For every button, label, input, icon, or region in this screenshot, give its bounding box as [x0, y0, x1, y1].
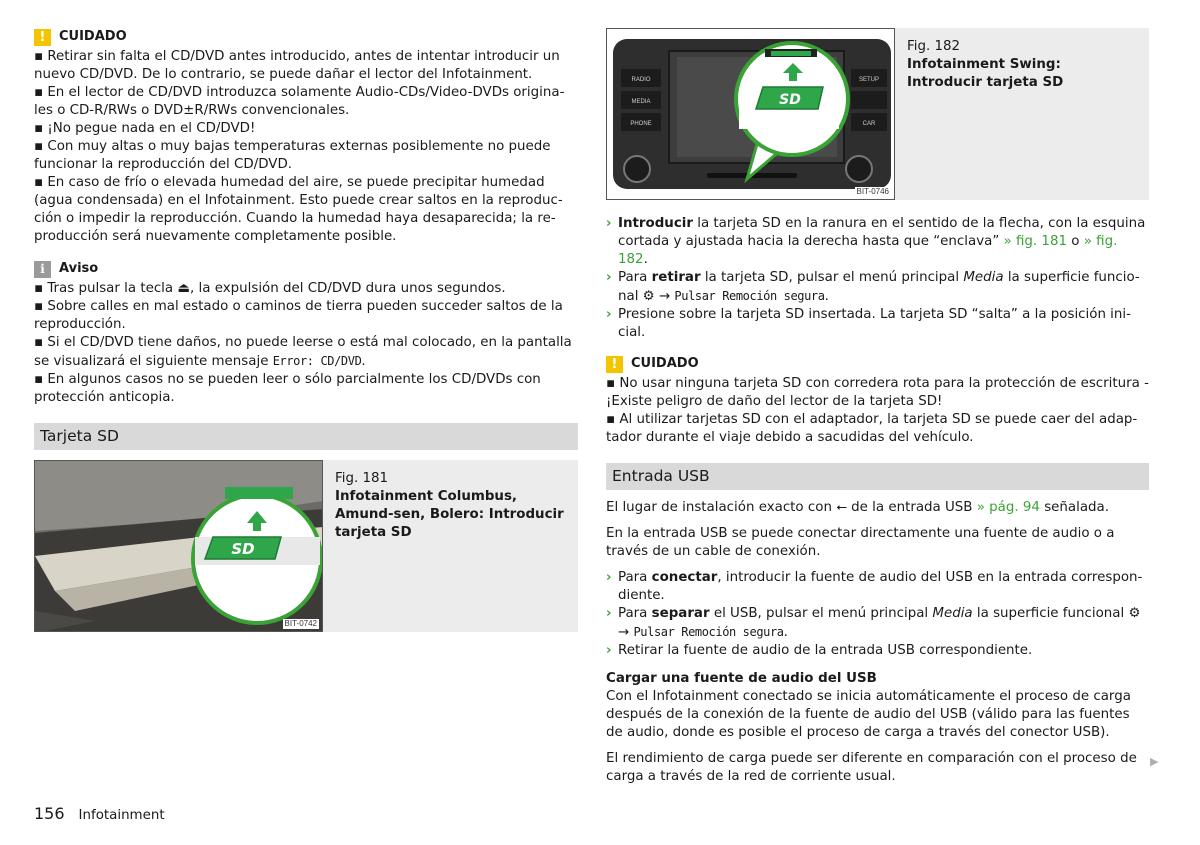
- page-footer: [34, 805, 165, 825]
- caution-heading: [34, 28, 578, 46]
- page-link[interactable]: » pág. 94: [976, 500, 1040, 515]
- list-item: ▪ Sobre calles en mal estado o caminos de tierra pueden succeder saltos de la reproducción.: [34, 299, 563, 332]
- svg-text:PHONE: PHONE: [630, 121, 652, 127]
- figure-181-caption: [323, 460, 578, 632]
- step-arrow-icon: ›: [606, 307, 612, 322]
- step-item: › Para retirar la tarjeta SD, pulsar el menú principal Media la superficie funcio-nal ⚙ → Pulsar Remoción segura.: [606, 270, 1140, 304]
- list-item: ▪ No usar ninguna tarjeta SD con corredera rota para la protección de escritura - ¡Existe peligro de daño del lector de la tarjeta SD!: [606, 376, 1149, 409]
- error-message-code: Error: CD/DVD: [272, 354, 362, 368]
- list-item: ▪ En caso de frío o elevada humedad del aire, se puede precipitar humedad (agua condensada) en el Infotainment. Esto puede crear saltos en la reproduc-ción o impedir la reproducción. Cuando la humedad haya desaparecida; la re-producción será nuevamente completamente posible.: [34, 175, 563, 244]
- step-item: › Para conectar, introducir la fuente de audio del USB en la entrada correspon-diente.: [606, 570, 1143, 603]
- caution-title: CUIDADO: [59, 29, 127, 44]
- eject-icon: ⏏: [177, 281, 191, 296]
- notice-list: [34, 280, 578, 407]
- svg-text:MEDIA: MEDIA: [631, 99, 651, 105]
- figure-link[interactable]: » fig. 182: [618, 234, 1118, 267]
- usb-section: [606, 499, 1149, 786]
- figure-182: [606, 28, 1149, 200]
- caution-list: [606, 375, 1149, 447]
- settings-icon: ⚙: [1128, 606, 1141, 621]
- subsection-title: Cargar una fuente de audio del USB: [606, 671, 877, 686]
- figure-number: Fig. 182: [907, 39, 961, 54]
- caution-heading: [606, 355, 1149, 373]
- menu-path-code: Pulsar Remoción segura: [633, 625, 784, 639]
- step-item: › Presione sobre la tarjeta SD insertada. La tarjeta SD “salta” a la posición ini-cial.: [606, 307, 1131, 340]
- charging-note: El rendimiento de carga puede ser diferente en comparación con el proceso de carga a través de la red de corriente usual.: [606, 751, 1137, 784]
- tune-knob: [846, 156, 872, 182]
- settings-icon: ⚙: [642, 289, 655, 304]
- menu-path-code: Pulsar Remoción segura: [674, 289, 825, 303]
- warning-icon: !: [34, 29, 51, 46]
- figure-code: BIT-0746: [856, 187, 889, 196]
- figure-number: Fig. 181: [335, 471, 389, 486]
- step-item: › Retirar la fuente de audio de la entrada USB correspondiente.: [606, 643, 1033, 658]
- usb-connect-text: En la entrada USB se puede conectar directamente una fuente de audio o a través de un cable de conexión.: [606, 526, 1115, 559]
- list-item: ▪ Tras pulsar la tecla ⏏, la expulsión del CD/DVD dura unos segundos.: [34, 281, 506, 296]
- usb-location-text: El lugar de instalación exacto con ⭠ de la entrada USB » pág. 94 señalada.: [606, 500, 1110, 515]
- list-item: ▪ En el lector de CD/DVD introduzca solamente Audio-CDs/Video-DVDs origina-les o CD-R/RWs o DVD±R/RWs convencionales.: [34, 85, 565, 118]
- figure-182-image: [606, 28, 895, 200]
- next-page-icon: ▶: [1150, 755, 1159, 768]
- charging-text: Con el Infotainment conectado se inicia automáticamente el proceso de carga después de la conexión de la fuente de audio del USB (válido para las fuentes de audio, donde es posible el proceso de carga a través del conector USB).: [606, 689, 1131, 740]
- step-item: › Introducir la tarjeta SD en la ranura en el sentido de la flecha, con la esquina cortada y ajustada hacia la derecha hasta que “enclava” » fig. 181 o » fig. 182.: [606, 216, 1146, 267]
- list-item: ▪ Con muy altas o muy bajas temperaturas externas posiblemente no puede funcionar la reproducción del CD/DVD.: [34, 139, 551, 172]
- step-arrow-icon: ›: [606, 570, 612, 585]
- list-item: ▪ En algunos casos no se pueden leer o sólo parcialmente los CD/DVDs con protección anticopia.: [34, 372, 541, 405]
- svg-text:CAR: CAR: [862, 121, 876, 127]
- list-item: ▪ Si el CD/DVD tiene daños, no puede leerse o está mal colocado, en la pantalla se visualizará el siguiente mensaje Error: CD/DVD.: [34, 335, 572, 369]
- page-number: 156: [34, 804, 65, 823]
- swing-radio-illustration: [607, 29, 895, 200]
- step-arrow-icon: ›: [606, 606, 612, 621]
- warning-icon: !: [606, 356, 623, 373]
- step-arrow-icon: ›: [606, 643, 612, 658]
- usb-steps: [606, 569, 1149, 660]
- figure-link[interactable]: » fig. 181: [1003, 234, 1067, 249]
- figure-code: BIT-0742: [284, 619, 317, 628]
- notice-title: Aviso: [59, 261, 99, 276]
- sd-slot-indicator: [771, 51, 811, 56]
- list-item: ▪ Al utilizar tarjetas SD con el adaptador, la tarjeta SD se puede caer del adap-tador durante el viaje debido a sacudidas del vehículo.: [606, 412, 1138, 445]
- figure-181-image: [34, 460, 323, 632]
- svg-text:SD: SD: [231, 540, 255, 558]
- info-icon: i: [34, 261, 51, 278]
- caution-title: CUIDADO: [631, 356, 699, 371]
- step-arrow-icon: ›: [606, 216, 612, 231]
- right-column: [606, 28, 1149, 786]
- svg-text:SD: SD: [779, 92, 801, 108]
- glovebox-sd-illustration: [35, 461, 323, 632]
- list-item: ▪ Retirar sin falta el CD/DVD antes introducido, antes de intentar introducir un nuevo CD/DVD. De lo contrario, se puede dañar el lector del Infotainment.: [34, 49, 560, 82]
- caution-list: [34, 48, 578, 246]
- section-title-sd-card: Tarjeta SD: [34, 423, 578, 450]
- notice-box: [34, 260, 578, 407]
- power-knob: [624, 156, 650, 182]
- sd-steps: [606, 215, 1149, 342]
- list-item: ▪ ¡No pegue nada en el CD/DVD!: [34, 121, 256, 136]
- figure-182-caption: [895, 28, 1149, 200]
- step-arrow-icon: ›: [606, 270, 612, 285]
- step-item: › Para separar el USB, pulsar el menú principal Media la superficie funcional ⚙ → Pulsar Remoción segura.: [606, 606, 1141, 640]
- svg-text:SETUP: SETUP: [858, 77, 880, 83]
- chapter-name: Infotainment: [78, 808, 165, 823]
- notice-heading: [34, 260, 578, 278]
- usb-icon: ⭠: [836, 500, 847, 515]
- caution-box-right: [606, 355, 1149, 447]
- figure-title: Infotainment Swing: Introducir tarjeta SD: [907, 57, 1064, 90]
- figure-181: [34, 460, 578, 632]
- svg-text:RADIO: RADIO: [631, 77, 651, 83]
- left-column: [34, 28, 578, 632]
- section-title-usb: Entrada USB: [606, 463, 1149, 490]
- sd-slot-indicator: [225, 487, 293, 499]
- caution-box-left: [34, 28, 578, 246]
- figure-title: Infotainment Columbus, Amund-sen, Bolero: Introducir tarjeta SD: [335, 489, 564, 540]
